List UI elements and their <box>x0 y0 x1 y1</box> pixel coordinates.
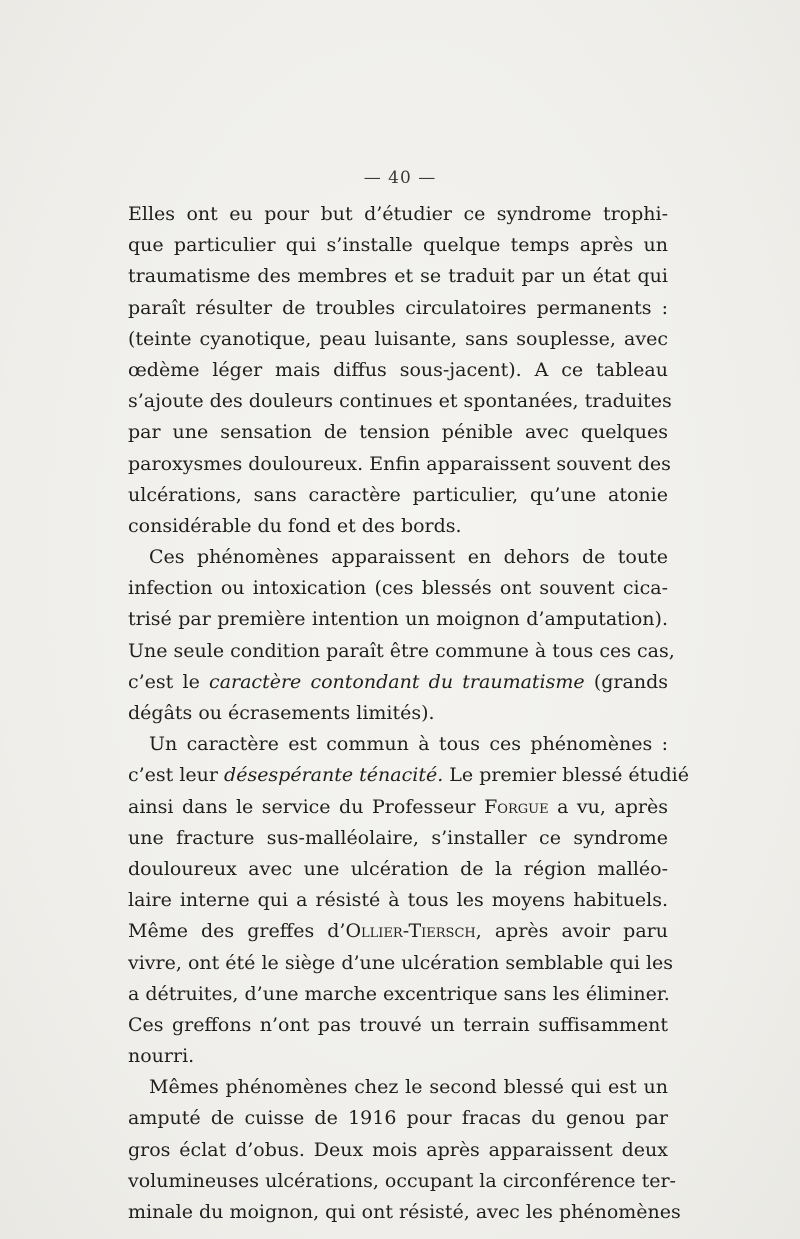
text-line: amputé de cuisse de 1916 pour fracas du genou par <box>128 1107 668 1130</box>
text-line: que particulier qui s’installe quelque temps après un <box>128 234 668 257</box>
author-name-smallcaps: Ollier-Tiersch <box>345 920 476 943</box>
text-line: ulcérations, sans caractère particulier, qu’une atonie <box>128 483 668 506</box>
emphasis-italic: caractère contondant du traumatisme <box>209 670 585 693</box>
text-line: nourri. <box>128 1045 195 1068</box>
text-line: minale du moignon, qui ont résisté, avec les phénomènes <box>128 1201 681 1223</box>
text-line: paraît résulter de troubles circulatoires permanents : <box>128 296 668 319</box>
text-line: traumatisme des membres et se traduit par un état qui <box>128 265 668 288</box>
text-line: paroxysmes douloureux. Enfin apparaissent souvent des <box>128 452 671 475</box>
text-line: a détruites, d’une marche excentrique sans les éliminer. <box>128 982 670 1005</box>
text-line: douloureux avec une ulcération de la région malléo- <box>128 857 668 880</box>
text-line: une fracture sus-malléolaire, s’installer ce syndrome <box>128 826 668 849</box>
text-line: Ces phénomènes apparaissent en dehors de toute <box>149 546 668 569</box>
text-line: c’est leur désespérante ténacité. Le premier blessé étudié <box>128 764 690 787</box>
emphasis-italic: désespérante ténacité. <box>224 764 444 787</box>
text-line: infection ou intoxication (ces blessés ont souvent cica- <box>128 577 668 600</box>
text-line: laire interne qui a résisté à tous les moyens habituels. <box>128 889 668 912</box>
text-line: Elles ont eu pour but d’étudier ce syndrome trophi- <box>128 203 668 225</box>
text-line: Une seule condition paraît être commune à tous ces cas, <box>128 639 675 662</box>
text-line: Même des greffes d’Ollier-Tiersch, après avoir paru <box>128 920 668 943</box>
page-number: — 40 — <box>363 168 437 188</box>
body-text <box>128 199 690 1228</box>
text-line: s’ajoute des douleurs continues et spontanées, traduites <box>128 390 672 413</box>
text-line: vivre, ont été le siège d’une ulcération semblable qui les <box>128 951 674 974</box>
text-line: c’est le caractère contondant du traumatisme (grands <box>128 670 668 693</box>
text-line: considérable du fond et des bords. <box>128 514 462 537</box>
text-line: volumineuses ulcérations, occupant la circonférence ter- <box>128 1169 676 1192</box>
text-line: Mêmes phénomènes chez le second blessé qui est un <box>149 1076 668 1099</box>
text-line: par une sensation de tension pénible avec quelques <box>128 421 668 444</box>
text-line: dégâts ou écrasements limités). <box>128 702 435 724</box>
text-line: œdème léger mais diffus sous-jacent). A ce tableau <box>128 358 668 381</box>
text-line: (teinte cyanotique, peau luisante, sans souplesse, avec <box>128 327 668 350</box>
text-line: Un caractère est commun à tous ces phénomènes : <box>149 733 668 756</box>
text-line: ainsi dans le service du Professeur Forgue a vu, après <box>128 795 668 818</box>
author-name-smallcaps: Forgue <box>484 795 549 818</box>
text-line: Ces greffons n’ont pas trouvé un terrain suffisamment <box>128 1013 668 1036</box>
text-line: gros éclat d’obus. Deux mois après apparaissent deux <box>128 1138 668 1161</box>
text-line: trisé par première intention un moignon d’amputation). <box>128 608 668 631</box>
